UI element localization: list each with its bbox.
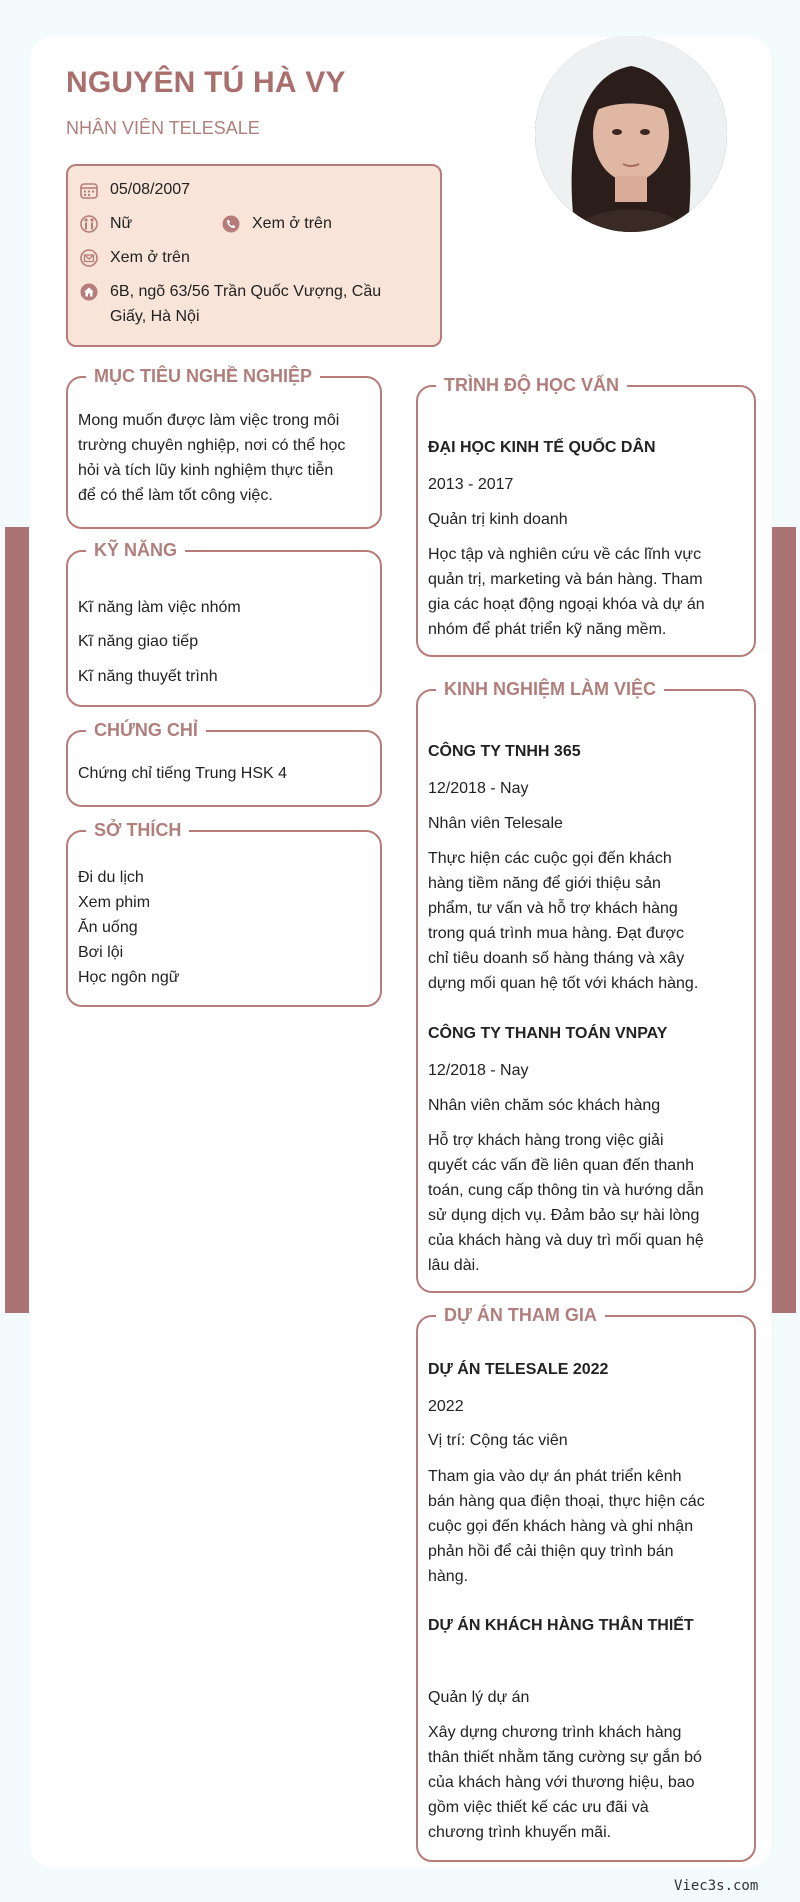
projects-section [416, 1305, 756, 1862]
objective-line: hỏi và tích lũy kinh nghiệm thực tiễn [78, 462, 334, 479]
objective-line: để có thể làm tốt công việc. [78, 487, 273, 504]
skill-item: Kĩ năng thuyết trình [78, 668, 218, 685]
project-line: thân thiết nhằm tăng cường sự gắn bó [428, 1749, 702, 1766]
email-value: Xem ở trên [110, 249, 190, 266]
job-position: Nhân viên Telesale [428, 815, 563, 832]
calendar-icon [80, 181, 98, 199]
certificate-item: Chứng chỉ tiếng Trung HSK 4 [78, 765, 288, 782]
project-role: Quản lý dự án [428, 1689, 530, 1706]
objective-line: trường chuyên nghiệp, nơi có thể học [78, 437, 346, 454]
job-position: Nhân viên chăm sóc khách hàng [428, 1097, 661, 1114]
education-line: gia các hoạt động ngoại khóa và dự án [428, 596, 705, 613]
job-line: chỉ tiêu doanh số hàng tháng và xây [428, 950, 685, 967]
education-line: quản trị, marketing và bán hàng. Tham [428, 571, 703, 588]
left-side-band [5, 527, 29, 1313]
job-description [428, 846, 698, 996]
hobbies-title: SỞ THÍCH [86, 819, 189, 841]
job-title: NHÂN VIÊN TELESALE [66, 118, 260, 138]
home-icon [80, 283, 98, 301]
job-period: 12/2018 - Nay [428, 1062, 529, 1079]
project-line: cuộc gọi đến khách hàng và ghi nhận [428, 1518, 694, 1535]
job-line: sử dụng dịch vụ. Đảm bảo sự hài lòng [428, 1207, 700, 1224]
job-line: Hỗ trợ khách hàng trong việc giải [428, 1132, 664, 1149]
objective-title: MỤC TIÊU NGHỀ NGHIỆP [86, 365, 320, 387]
skill-item: Kĩ năng giao tiếp [78, 633, 199, 650]
phone-row [222, 214, 332, 236]
skills-title: KỸ NĂNG [86, 539, 185, 561]
phone-value: Xem ở trên [252, 215, 332, 232]
project-role: Vị trí: Cộng tác viên [428, 1432, 568, 1449]
birthday-row [80, 180, 190, 202]
company-name: CÔNG TY TNHH 365 [428, 743, 581, 760]
hobby-item: Học ngôn ngữ [78, 969, 180, 986]
project-line: gồm việc thiết kế các ưu đãi và [428, 1799, 649, 1816]
objective-text [78, 408, 370, 508]
project-line: Xây dựng chương trình khách hàng [428, 1724, 682, 1741]
project-name: DỰ ÁN TELESALE 2022 [428, 1361, 609, 1378]
certificates-section [66, 720, 382, 807]
objective-line: Mong muốn được làm việc trong môi [78, 412, 340, 429]
job-line: phẩm, tư vấn và hỗ trợ khách hàng [428, 900, 678, 917]
project-line: phản hồi để cải thiện quy trình bán [428, 1543, 674, 1560]
project-description [428, 1464, 705, 1589]
education-line: Học tập và nghiên cứu về các lĩnh vực [428, 546, 702, 563]
education-line: nhóm để phát triển kỹ năng mềm. [428, 621, 667, 638]
education-section [416, 375, 756, 657]
education-period: 2013 - 2017 [428, 476, 514, 493]
company-name: CÔNG TY THANH TOÁN VNPAY [428, 1025, 668, 1042]
phone-icon [222, 215, 240, 233]
candidate-name: NGUYÊN TÚ HÀ VY [66, 66, 346, 99]
job-line: của khách hàng và duy trì mối quan hệ [428, 1232, 704, 1249]
job-period: 12/2018 - Nay [428, 780, 529, 797]
education-description [428, 542, 705, 642]
hobbies-section [66, 820, 382, 1007]
job-line: dựng mối quan hệ tốt với khách hàng. [428, 975, 699, 992]
gender-value: Nữ [110, 215, 133, 232]
objective-section [66, 366, 382, 529]
certificates-title: CHỨNG CHỈ [86, 719, 206, 741]
skill-item: Kĩ năng làm việc nhóm [78, 599, 241, 616]
experience-section [416, 679, 756, 1293]
education-major: Quản trị kinh doanh [428, 511, 568, 528]
school-name: ĐẠI HỌC KINH TẾ QUỐC DÂN [428, 439, 656, 456]
project-line: hàng. [428, 1568, 469, 1585]
gender-icon [80, 215, 98, 233]
project-line: bán hàng qua điện thoại, thực hiện các [428, 1493, 705, 1510]
address-line-2: Giấy, Hà Nội [110, 308, 200, 325]
project-name: DỰ ÁN KHÁCH HÀNG THÂN THIẾT [428, 1617, 694, 1634]
job-line: Thực hiện các cuộc gọi đến khách [428, 850, 672, 867]
job-line: quyết các vấn đề liên quan đến thanh [428, 1157, 694, 1174]
watermark: Viec3s.com [674, 1878, 759, 1894]
job-line: lâu dài. [428, 1257, 480, 1274]
address-value [110, 279, 381, 329]
email-icon [80, 249, 98, 267]
project-line: Tham gia vào dự án phát triển kênh [428, 1468, 682, 1485]
project-line: chương trình khuyến mãi. [428, 1824, 612, 1841]
project-year: 2022 [428, 1398, 464, 1415]
job-line: hàng tiềm năng để giới thiệu sản [428, 875, 661, 892]
experience-title: KINH NGHIỆM LÀM VIỆC [436, 678, 664, 700]
email-row [80, 248, 190, 270]
hobby-item: Ăn uống [78, 919, 138, 936]
project-line: của khách hàng với thương hiệu, bao [428, 1774, 695, 1791]
portrait-photo [535, 36, 727, 232]
job-line: trong quá trình mua hàng. Đạt được [428, 925, 685, 942]
job-line: toán, cung cấp thông tin và hướng dẫn [428, 1182, 704, 1199]
address-line-1: 6B, ngõ 63/56 Trần Quốc Vượng, Cầu [110, 283, 382, 300]
portrait-icon [535, 36, 727, 232]
project-description [428, 1720, 702, 1845]
hobby-item: Bơi lội [78, 944, 124, 961]
projects-title: DỰ ÁN THAM GIA [436, 1304, 605, 1326]
hobbies-list [78, 865, 370, 990]
hobby-item: Đi du lịch [78, 869, 144, 886]
right-side-band [772, 527, 796, 1313]
hobby-item: Xem phim [78, 894, 151, 911]
contact-info-box [66, 164, 442, 347]
birthday-value: 05/08/2007 [110, 181, 191, 198]
education-title: TRÌNH ĐỘ HỌC VẤN [436, 374, 627, 396]
job-description [428, 1128, 704, 1278]
gender-row [80, 214, 132, 236]
skills-section [66, 540, 382, 707]
address-row [80, 282, 381, 329]
